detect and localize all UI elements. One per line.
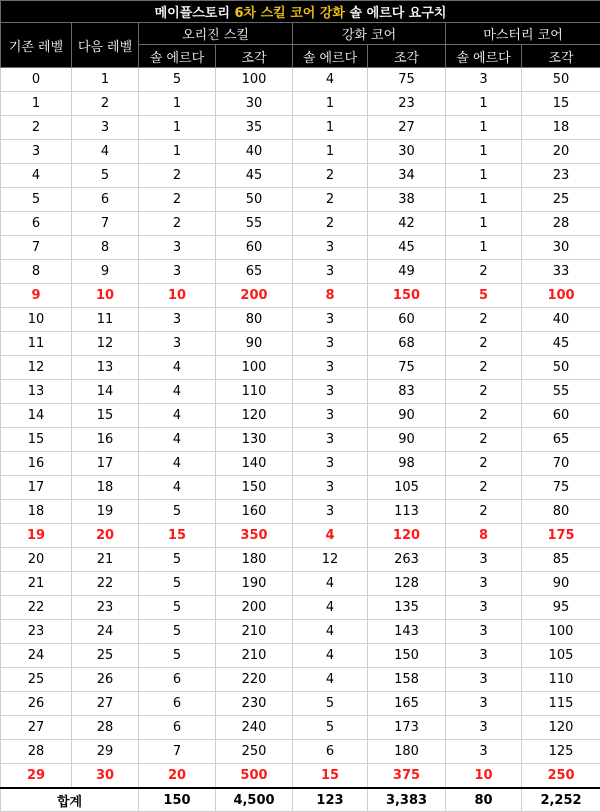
cell-next-level: 25 <box>72 644 139 668</box>
total-origin-sol-erda: 150 <box>139 788 216 812</box>
cell-origin-sol-erda: 6 <box>139 716 216 740</box>
cell-origin-sol-erda: 3 <box>139 308 216 332</box>
cell-origin-fragments: 45 <box>216 164 293 188</box>
cell-mastery-sol-erda: 2 <box>446 476 522 500</box>
table-row <box>1 116 600 140</box>
cell-current-level: 10 <box>1 308 72 332</box>
cell-enhancement-sol-erda: 8 <box>293 284 368 308</box>
cell-enhancement-sol-erda: 3 <box>293 476 368 500</box>
cell-origin-fragments: 350 <box>216 524 293 548</box>
table-row <box>1 644 600 668</box>
col-header-origin-fragments: 조각 <box>216 45 293 68</box>
cell-enhancement-fragments: 49 <box>368 260 446 284</box>
cell-origin-sol-erda: 4 <box>139 452 216 476</box>
cell-enhancement-sol-erda: 15 <box>293 764 368 789</box>
cell-mastery-sol-erda: 3 <box>446 716 522 740</box>
cell-mastery-sol-erda: 1 <box>446 212 522 236</box>
cell-mastery-fragments: 100 <box>522 620 600 644</box>
cell-current-level: 3 <box>1 140 72 164</box>
cell-mastery-sol-erda: 1 <box>446 92 522 116</box>
cell-next-level: 16 <box>72 428 139 452</box>
cell-enhancement-fragments: 60 <box>368 308 446 332</box>
table-row <box>1 740 600 764</box>
cell-mastery-fragments: 65 <box>522 428 600 452</box>
cell-mastery-fragments: 110 <box>522 668 600 692</box>
cell-mastery-sol-erda: 2 <box>446 452 522 476</box>
cell-enhancement-fragments: 105 <box>368 476 446 500</box>
cell-enhancement-sol-erda: 3 <box>293 380 368 404</box>
cell-next-level: 19 <box>72 500 139 524</box>
cell-next-level: 27 <box>72 692 139 716</box>
cell-origin-sol-erda: 4 <box>139 476 216 500</box>
cell-mastery-sol-erda: 2 <box>446 380 522 404</box>
total-label: 합계 <box>1 788 139 812</box>
cell-next-level: 22 <box>72 572 139 596</box>
cell-mastery-sol-erda: 3 <box>446 548 522 572</box>
cell-origin-sol-erda: 4 <box>139 428 216 452</box>
table-row <box>1 572 600 596</box>
cell-origin-sol-erda: 4 <box>139 404 216 428</box>
cell-current-level: 5 <box>1 188 72 212</box>
cell-origin-sol-erda: 5 <box>139 500 216 524</box>
cell-enhancement-fragments: 83 <box>368 380 446 404</box>
table-row <box>1 260 600 284</box>
cell-enhancement-sol-erda: 3 <box>293 356 368 380</box>
cell-enhancement-fragments: 150 <box>368 644 446 668</box>
cell-origin-fragments: 80 <box>216 308 293 332</box>
cell-enhancement-sol-erda: 2 <box>293 188 368 212</box>
cell-origin-fragments: 160 <box>216 500 293 524</box>
col-header-enhancement-fragments: 조각 <box>368 45 446 68</box>
cell-enhancement-sol-erda: 4 <box>293 620 368 644</box>
cell-mastery-sol-erda: 5 <box>446 284 522 308</box>
cell-mastery-sol-erda: 3 <box>446 668 522 692</box>
table-row <box>1 620 600 644</box>
total-row <box>1 788 600 812</box>
cell-mastery-fragments: 28 <box>522 212 600 236</box>
cell-origin-sol-erda: 4 <box>139 380 216 404</box>
cell-next-level: 4 <box>72 140 139 164</box>
total-mastery-fragments: 2,252 <box>522 788 600 812</box>
cell-origin-sol-erda: 5 <box>139 620 216 644</box>
cell-current-level: 13 <box>1 380 72 404</box>
cell-enhancement-fragments: 23 <box>368 92 446 116</box>
cell-mastery-fragments: 55 <box>522 380 600 404</box>
cell-enhancement-sol-erda: 3 <box>293 260 368 284</box>
cell-origin-sol-erda: 7 <box>139 740 216 764</box>
cell-enhancement-sol-erda: 4 <box>293 644 368 668</box>
cell-next-level: 11 <box>72 308 139 332</box>
cell-origin-sol-erda: 10 <box>139 284 216 308</box>
cell-enhancement-fragments: 263 <box>368 548 446 572</box>
cell-current-level: 4 <box>1 164 72 188</box>
cell-origin-sol-erda: 2 <box>139 164 216 188</box>
cell-enhancement-sol-erda: 4 <box>293 572 368 596</box>
cell-mastery-fragments: 100 <box>522 284 600 308</box>
cell-enhancement-fragments: 158 <box>368 668 446 692</box>
cell-current-level: 6 <box>1 212 72 236</box>
cell-current-level: 12 <box>1 356 72 380</box>
cell-mastery-fragments: 40 <box>522 308 600 332</box>
cell-mastery-sol-erda: 3 <box>446 596 522 620</box>
cell-origin-sol-erda: 5 <box>139 548 216 572</box>
cell-mastery-fragments: 175 <box>522 524 600 548</box>
cell-next-level: 2 <box>72 92 139 116</box>
table-row <box>1 92 600 116</box>
cell-origin-sol-erda: 1 <box>139 92 216 116</box>
cell-enhancement-fragments: 34 <box>368 164 446 188</box>
cell-enhancement-fragments: 180 <box>368 740 446 764</box>
cell-mastery-fragments: 30 <box>522 236 600 260</box>
cell-origin-fragments: 500 <box>216 764 293 789</box>
cell-enhancement-fragments: 165 <box>368 692 446 716</box>
cell-next-level: 15 <box>72 404 139 428</box>
cell-current-level: 0 <box>1 68 72 92</box>
group-header-origin-skill: 오리진 스킬 <box>139 23 293 45</box>
cell-enhancement-fragments: 68 <box>368 332 446 356</box>
cell-origin-fragments: 200 <box>216 284 293 308</box>
cell-mastery-sol-erda: 1 <box>446 164 522 188</box>
cell-origin-sol-erda: 5 <box>139 596 216 620</box>
table-row <box>1 212 600 236</box>
cell-origin-fragments: 210 <box>216 644 293 668</box>
cell-mastery-fragments: 120 <box>522 716 600 740</box>
cell-next-level: 18 <box>72 476 139 500</box>
cell-origin-fragments: 60 <box>216 236 293 260</box>
cell-next-level: 8 <box>72 236 139 260</box>
cell-enhancement-fragments: 128 <box>368 572 446 596</box>
cell-enhancement-fragments: 173 <box>368 716 446 740</box>
cell-enhancement-fragments: 135 <box>368 596 446 620</box>
cell-origin-sol-erda: 3 <box>139 332 216 356</box>
cell-origin-fragments: 250 <box>216 740 293 764</box>
cell-origin-fragments: 130 <box>216 428 293 452</box>
cell-current-level: 17 <box>1 476 72 500</box>
cell-mastery-fragments: 85 <box>522 548 600 572</box>
cell-current-level: 23 <box>1 620 72 644</box>
cell-current-level: 28 <box>1 740 72 764</box>
cell-origin-fragments: 100 <box>216 356 293 380</box>
cell-origin-fragments: 150 <box>216 476 293 500</box>
cell-next-level: 29 <box>72 740 139 764</box>
table-row <box>1 188 600 212</box>
cell-origin-fragments: 50 <box>216 188 293 212</box>
cell-next-level: 23 <box>72 596 139 620</box>
cell-mastery-fragments: 23 <box>522 164 600 188</box>
total-mastery-sol-erda: 80 <box>446 788 522 812</box>
cell-enhancement-sol-erda: 3 <box>293 452 368 476</box>
table-row <box>1 500 600 524</box>
table-row <box>1 668 600 692</box>
cell-origin-sol-erda: 15 <box>139 524 216 548</box>
cell-origin-sol-erda: 2 <box>139 188 216 212</box>
cell-enhancement-sol-erda: 1 <box>293 140 368 164</box>
cell-mastery-sol-erda: 3 <box>446 620 522 644</box>
cell-next-level: 5 <box>72 164 139 188</box>
table-row <box>1 164 600 188</box>
cell-origin-fragments: 55 <box>216 212 293 236</box>
cell-origin-fragments: 200 <box>216 596 293 620</box>
col-header-current-level: 기존 레벨 <box>1 23 72 68</box>
cell-mastery-fragments: 105 <box>522 644 600 668</box>
table-row <box>1 716 600 740</box>
cell-mastery-fragments: 50 <box>522 356 600 380</box>
cell-origin-sol-erda: 20 <box>139 764 216 789</box>
cell-enhancement-fragments: 90 <box>368 404 446 428</box>
cell-mastery-fragments: 125 <box>522 740 600 764</box>
cell-origin-fragments: 180 <box>216 548 293 572</box>
total-origin-fragments: 4,500 <box>216 788 293 812</box>
cell-current-level: 24 <box>1 644 72 668</box>
cell-next-level: 30 <box>72 764 139 789</box>
cell-next-level: 9 <box>72 260 139 284</box>
cell-next-level: 17 <box>72 452 139 476</box>
table-row <box>1 404 600 428</box>
table-row <box>1 428 600 452</box>
cell-mastery-fragments: 90 <box>522 572 600 596</box>
cell-mastery-sol-erda: 3 <box>446 692 522 716</box>
cell-enhancement-fragments: 27 <box>368 116 446 140</box>
cell-enhancement-sol-erda: 3 <box>293 236 368 260</box>
cell-next-level: 3 <box>72 116 139 140</box>
cell-mastery-fragments: 33 <box>522 260 600 284</box>
cell-current-level: 26 <box>1 692 72 716</box>
cell-mastery-sol-erda: 3 <box>446 572 522 596</box>
cell-mastery-fragments: 95 <box>522 596 600 620</box>
cell-mastery-sol-erda: 2 <box>446 260 522 284</box>
cell-current-level: 21 <box>1 572 72 596</box>
cell-origin-sol-erda: 5 <box>139 68 216 92</box>
table-title <box>1 1 600 23</box>
table-row <box>1 356 600 380</box>
cell-origin-fragments: 35 <box>216 116 293 140</box>
cell-enhancement-sol-erda: 1 <box>293 116 368 140</box>
total-enhancement-fragments: 3,383 <box>368 788 446 812</box>
cell-mastery-sol-erda: 1 <box>446 116 522 140</box>
group-header-enhancement-core: 강화 코어 <box>293 23 446 45</box>
table-row <box>1 140 600 164</box>
cell-mastery-sol-erda: 1 <box>446 140 522 164</box>
cell-enhancement-sol-erda: 3 <box>293 404 368 428</box>
cell-mastery-fragments: 70 <box>522 452 600 476</box>
cell-enhancement-sol-erda: 1 <box>293 92 368 116</box>
cell-enhancement-sol-erda: 3 <box>293 332 368 356</box>
col-header-next-level: 다음 레벨 <box>72 23 139 68</box>
cell-origin-fragments: 120 <box>216 404 293 428</box>
cell-enhancement-sol-erda: 4 <box>293 668 368 692</box>
cell-mastery-fragments: 45 <box>522 332 600 356</box>
table-row <box>1 452 600 476</box>
cell-enhancement-sol-erda: 3 <box>293 500 368 524</box>
cell-mastery-sol-erda: 8 <box>446 524 522 548</box>
cell-current-level: 29 <box>1 764 72 789</box>
cell-mastery-sol-erda: 3 <box>446 740 522 764</box>
cell-origin-fragments: 90 <box>216 332 293 356</box>
cell-next-level: 10 <box>72 284 139 308</box>
cell-mastery-sol-erda: 3 <box>446 644 522 668</box>
cell-next-level: 6 <box>72 188 139 212</box>
cell-enhancement-fragments: 375 <box>368 764 446 789</box>
cell-origin-sol-erda: 2 <box>139 212 216 236</box>
cell-origin-fragments: 65 <box>216 260 293 284</box>
cell-current-level: 11 <box>1 332 72 356</box>
cell-current-level: 1 <box>1 92 72 116</box>
cell-origin-sol-erda: 1 <box>139 140 216 164</box>
cell-enhancement-sol-erda: 12 <box>293 548 368 572</box>
col-header-mastery-fragments: 조각 <box>522 45 600 68</box>
cell-enhancement-sol-erda: 6 <box>293 740 368 764</box>
table-row <box>1 236 600 260</box>
cell-origin-sol-erda: 6 <box>139 692 216 716</box>
table-row <box>1 692 600 716</box>
cell-next-level: 7 <box>72 212 139 236</box>
cell-enhancement-sol-erda: 5 <box>293 692 368 716</box>
cell-current-level: 16 <box>1 452 72 476</box>
cell-enhancement-fragments: 98 <box>368 452 446 476</box>
cell-mastery-sol-erda: 2 <box>446 500 522 524</box>
col-header-origin-sol-erda: 솔 에르다 <box>139 45 216 68</box>
cell-next-level: 14 <box>72 380 139 404</box>
cell-enhancement-sol-erda: 3 <box>293 308 368 332</box>
cell-current-level: 25 <box>1 668 72 692</box>
table-row <box>1 68 600 92</box>
cell-enhancement-sol-erda: 4 <box>293 524 368 548</box>
group-header-mastery-core: 마스터리 코어 <box>446 23 600 45</box>
col-header-enhancement-sol-erda: 솔 에르다 <box>293 45 368 68</box>
cell-current-level: 2 <box>1 116 72 140</box>
cell-enhancement-fragments: 120 <box>368 524 446 548</box>
cell-enhancement-fragments: 30 <box>368 140 446 164</box>
cell-current-level: 15 <box>1 428 72 452</box>
cell-enhancement-fragments: 75 <box>368 356 446 380</box>
cell-current-level: 14 <box>1 404 72 428</box>
cell-mastery-fragments: 250 <box>522 764 600 789</box>
cell-origin-fragments: 40 <box>216 140 293 164</box>
cell-enhancement-fragments: 143 <box>368 620 446 644</box>
col-header-mastery-sol-erda: 솔 에르다 <box>446 45 522 68</box>
cell-mastery-sol-erda: 1 <box>446 236 522 260</box>
cell-mastery-sol-erda: 2 <box>446 308 522 332</box>
cell-enhancement-sol-erda: 2 <box>293 164 368 188</box>
cell-origin-fragments: 30 <box>216 92 293 116</box>
cell-current-level: 18 <box>1 500 72 524</box>
cell-current-level: 8 <box>1 260 72 284</box>
cell-enhancement-fragments: 113 <box>368 500 446 524</box>
cell-origin-sol-erda: 6 <box>139 668 216 692</box>
table-row <box>1 308 600 332</box>
cell-origin-fragments: 220 <box>216 668 293 692</box>
table-row <box>1 524 600 548</box>
cell-enhancement-sol-erda: 3 <box>293 428 368 452</box>
cell-origin-fragments: 240 <box>216 716 293 740</box>
cell-origin-fragments: 100 <box>216 68 293 92</box>
cell-current-level: 9 <box>1 284 72 308</box>
cell-next-level: 26 <box>72 668 139 692</box>
cell-mastery-fragments: 50 <box>522 68 600 92</box>
cell-mastery-fragments: 25 <box>522 188 600 212</box>
cell-mastery-fragments: 60 <box>522 404 600 428</box>
cell-origin-fragments: 230 <box>216 692 293 716</box>
cell-current-level: 27 <box>1 716 72 740</box>
cell-origin-sol-erda: 3 <box>139 236 216 260</box>
cell-current-level: 7 <box>1 236 72 260</box>
cell-enhancement-fragments: 90 <box>368 428 446 452</box>
table-row <box>1 596 600 620</box>
table-row <box>1 476 600 500</box>
cell-enhancement-fragments: 45 <box>368 236 446 260</box>
cell-enhancement-fragments: 38 <box>368 188 446 212</box>
cell-next-level: 24 <box>72 620 139 644</box>
cell-current-level: 22 <box>1 596 72 620</box>
cell-mastery-fragments: 115 <box>522 692 600 716</box>
cell-mastery-fragments: 75 <box>522 476 600 500</box>
cell-next-level: 21 <box>72 548 139 572</box>
cell-enhancement-fragments: 75 <box>368 68 446 92</box>
total-enhancement-sol-erda: 123 <box>293 788 368 812</box>
cell-enhancement-fragments: 150 <box>368 284 446 308</box>
cell-enhancement-fragments: 42 <box>368 212 446 236</box>
cell-enhancement-sol-erda: 4 <box>293 596 368 620</box>
cell-origin-sol-erda: 4 <box>139 356 216 380</box>
table-row <box>1 764 600 789</box>
cell-origin-sol-erda: 5 <box>139 644 216 668</box>
cell-next-level: 20 <box>72 524 139 548</box>
cell-mastery-fragments: 80 <box>522 500 600 524</box>
cell-enhancement-sol-erda: 4 <box>293 68 368 92</box>
cell-current-level: 19 <box>1 524 72 548</box>
table-body <box>1 68 600 789</box>
cell-next-level: 12 <box>72 332 139 356</box>
cell-origin-fragments: 110 <box>216 380 293 404</box>
table-row <box>1 548 600 572</box>
cell-mastery-sol-erda: 2 <box>446 356 522 380</box>
cell-origin-fragments: 210 <box>216 620 293 644</box>
cell-enhancement-sol-erda: 2 <box>293 212 368 236</box>
cell-mastery-fragments: 20 <box>522 140 600 164</box>
cell-origin-sol-erda: 5 <box>139 572 216 596</box>
cell-mastery-sol-erda: 2 <box>446 428 522 452</box>
cell-origin-fragments: 190 <box>216 572 293 596</box>
cell-mastery-fragments: 15 <box>522 92 600 116</box>
title-suffix: 솔 에르다 요구치 <box>350 6 447 21</box>
cell-enhancement-sol-erda: 5 <box>293 716 368 740</box>
cell-mastery-sol-erda: 1 <box>446 188 522 212</box>
cell-mastery-sol-erda: 2 <box>446 332 522 356</box>
cell-origin-fragments: 140 <box>216 452 293 476</box>
cell-next-level: 13 <box>72 356 139 380</box>
cell-next-level: 1 <box>72 68 139 92</box>
cell-next-level: 28 <box>72 716 139 740</box>
title-highlight: 6차 스킬 코어 강화 <box>234 6 345 21</box>
table-row <box>1 380 600 404</box>
cell-mastery-fragments: 18 <box>522 116 600 140</box>
cell-mastery-sol-erda: 10 <box>446 764 522 789</box>
table-row <box>1 332 600 356</box>
cell-mastery-sol-erda: 3 <box>446 68 522 92</box>
cell-origin-sol-erda: 3 <box>139 260 216 284</box>
title-prefix: 메이플스토리 <box>155 6 230 21</box>
cell-mastery-sol-erda: 2 <box>446 404 522 428</box>
cell-origin-sol-erda: 1 <box>139 116 216 140</box>
table-row <box>1 284 600 308</box>
cell-current-level: 20 <box>1 548 72 572</box>
